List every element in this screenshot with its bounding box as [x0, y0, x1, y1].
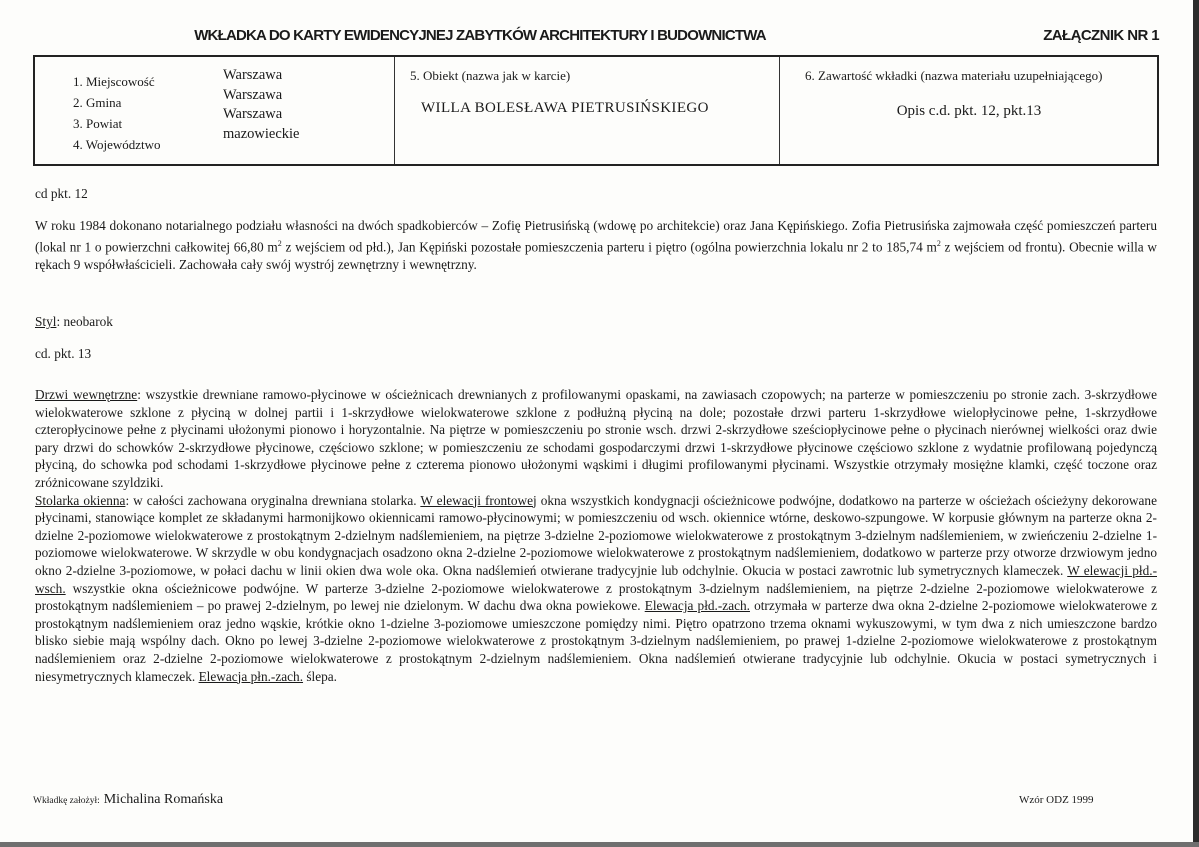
object-name: WILLA BOLESŁAWA PIETRUSIŃSKIEGO — [421, 100, 709, 116]
section-13-heading: cd. pkt. 13 — [35, 346, 92, 361]
paragraph-description — [35, 386, 1157, 685]
location-label-commune: 2. Gmina — [73, 95, 122, 110]
prepared-by — [33, 790, 223, 808]
document-title: WKŁADKA DO KARTY EWIDENCYJNEJ ZABYTKÓW ARCHITEKTURY I BUDOWNICTWA — [194, 27, 766, 44]
location-label-town: 1. Miejscowość — [73, 74, 155, 89]
doors-text: : wszystkie drewniane ramowo-płycinowe w ościeżnicach drewnianych z profilowanymi opaskami, na zawiasach czopowych; na parterze w pomieszczeniu po stronie zach. 3-skrzydłowe wielokwaterowe szklone z płyciną w dolnej partii i 1-skrzydłowe wielokwaterowe szklone z podłużną płyciną na dole; pozostałe drzwi parteru 1-skrzydłowe wielopłycinowe pełne, 1-skrzydłowe czteropłycinowe pełne z płycinami ułożonymi pionowo i horyzontalnie. Na piętrze w pomieszczeniu po stronie wsch. drzwi 2-skrzydłowe sześciopłycinowe pełne o płycinach nierównej wielkości oraz dwie pary drzwi do schowków 2-skrzydłowe płycinowe, częściowo szklone; w pomieszczeniu ze schodami gospodarczymi drzwi 1-skrzydłowe płycinowe częściowo szklone z wydatnie profilowaną pojedynczą płyciną, do schowka pod schodami 1-skrzydłowe płycinowe pełne z czterema pionowo ułożonymi wąskimi i długimi profilowanymi płycinami. Wszystkie otrzymały mosiężne klamki, część toczone oraz zróżnicowane szyldziki. — [35, 387, 1157, 490]
column-divider — [394, 57, 395, 164]
style-line — [35, 314, 113, 330]
object-label: 5. Obiekt (nazwa jak w karcie) — [410, 68, 571, 83]
sw-elevation-label: Elewacja płd.-zach. — [644, 598, 750, 614]
ownership-text-1: W roku 1984 dokonano notarialnego podziału własności na dwóch spadkobierców – Zofię Pietrusińską (wdowę po architekcie) oraz Jana Kępińskiego. Zofia Pietrusińska zajmowała część pomieszczeń parteru (lokal nr 1 o powierzchni całkowitej 66,80 m — [35, 218, 1157, 255]
scan-edge-bottom — [0, 842, 1199, 847]
sw-elevation-text: otrzymała w parterze dwa okna 2-dzielne 2-poziomowe wielokwaterowe z prostokątnym nadślemieniem oraz jedno wąskie, krótkie okno 1-dzielne 3-poziomowe umieszczone pomiędzy nimi. Piętro opatrzono trzema oknami wykuszowymi, w tym dwa z nich umieszczone bardzo blisko siebie mają wspólny dach. Okno po lewej 3-dzielne 2-poziomowe wielokwaterowe z prostokątnym 3-dzielnym nadślemieniem, po prawej 1-dzielne 2-poziomowe wielokwaterowe z prostokątnym nadślemieniem oraz 2-dzielne 2-poziomowe wielokwaterowe z prostokątnym 2-dzielnym nadślemieniem. Okna nadślemień otwierane tradycyjnie lub odchylnie. Okucia w postaci symetrycznych i niesymetrycznych klameczek. — [35, 598, 1157, 684]
form-id: Wzór ODZ 1999 — [1019, 794, 1094, 806]
location-label-voivodeship: 4. Województwo — [73, 137, 161, 152]
section-12-heading: cd pkt. 12 — [35, 186, 88, 201]
se-elevation-label: W elewacji płd.-wsch. — [35, 562, 1157, 596]
windows-text: : w całości zachowana oryginalna drewniana stolarka. — [125, 492, 421, 508]
location-values — [223, 66, 300, 144]
location-value-town: Warszawa — [223, 67, 283, 83]
scan-edge-right — [1193, 0, 1199, 847]
contents-label: 6. Zawartość wkładki (nazwa materiału uzupełniającego) — [805, 68, 1103, 83]
prepared-by-label: Wkładkę założył: — [33, 796, 100, 806]
superscript-2: 2 — [277, 238, 282, 248]
location-labels — [73, 71, 161, 155]
contents-value: Opis c.d. pkt. 12, pkt.13 — [896, 103, 1042, 119]
doors-label: Drzwi wewnętrzne — [35, 387, 138, 402]
front-elevation-label: W elewacji frontowej — [420, 492, 537, 508]
attachment-number: ZAŁĄCZNIK NR 1 — [1043, 27, 1159, 44]
style-value: : neobarok — [56, 314, 113, 329]
windows-label: Stolarka okienna — [35, 492, 126, 508]
location-value-commune: Warszawa — [223, 86, 283, 103]
location-value-district: Warszawa — [223, 106, 283, 122]
prepared-by-name: Michalina Romańska — [103, 792, 224, 807]
style-label: Styl — [35, 314, 57, 329]
front-elevation-text: okna wszystkich kondygnacji ościeżnicowe podwójne, dodatkowo na parterze w ościeżach ościeżyny dekorowane płycinami, stanowiące komplet ze składanymi harmonijkowo okiennicami ramowo-płycinowymi; w pomieszczeniu od wsch. okiennice wtórne, deskowo-szpungowe. W korpusie głównym na parterze okna 2-dzielne 2-poziomowe wielokwaterowe z prostokątnym 2-dzielnym nadślemieniem, na piętrze 3-dzielne 2-poziomowe wielokwaterowe z prostokątnym 3-dzielnym nadślemieniem, w zwieńczeniu 2-dzielne 1-poziomowe wielokwaterowe. W skrzydle w obu kondygnacjach osadzono okna 2-dzielne 2-poziomowe wielokwaterowe z prostokątnym nadślemieniem, dodatkowo w parterze przy otworze drzwiowym jedno okno 2-dzielne 3-poziomowe, w połaci dachu w linii okien dwa wole oka. Okna nadślemień otwierane tradycyjnie lub odchylnie. Okucia w postaci zawrotnic lub symetrycznych klameczek. — [35, 492, 1157, 578]
location-label-district: 3. Powiat — [73, 116, 123, 131]
superscript-2: 2 — [936, 238, 941, 248]
nw-elevation-text: ślepa. — [303, 668, 338, 684]
info-table — [33, 55, 1159, 166]
nw-elevation-label: Elewacja płn.-zach. — [198, 668, 304, 684]
ownership-text-2: z wejściem od płd.), Jan Kępiński pozostałe pomieszczenia parteru i piętro (ogólna powierzchnia lokalu nr 2 to 185,74 m — [281, 239, 937, 255]
paragraph-ownership — [35, 217, 1157, 273]
location-value-voivodeship: mazowieckie — [223, 125, 300, 142]
ownership-text-3: z wejściem od frontu). Obecnie willa w rękach 9 współwłaścicieli. Zachowała cały swój wystrój zewnętrzny i wewnętrzny. — [35, 239, 1157, 272]
se-elevation-text: wszystkie okna ościeżnicowe podwójne. W parterze 3-dzielne 2-poziomowe wielokwaterowe z prostokątnym 3-dzielnym nadślemieniem, na piętrze 2-dzielne 2-poziomowe wielokwaterowe z prostokątnym nadślemieniem – po prawej 2-dzielnym, po lewej nie dzielonym. W dachu dwa okna powiekowe. — [35, 580, 1157, 614]
